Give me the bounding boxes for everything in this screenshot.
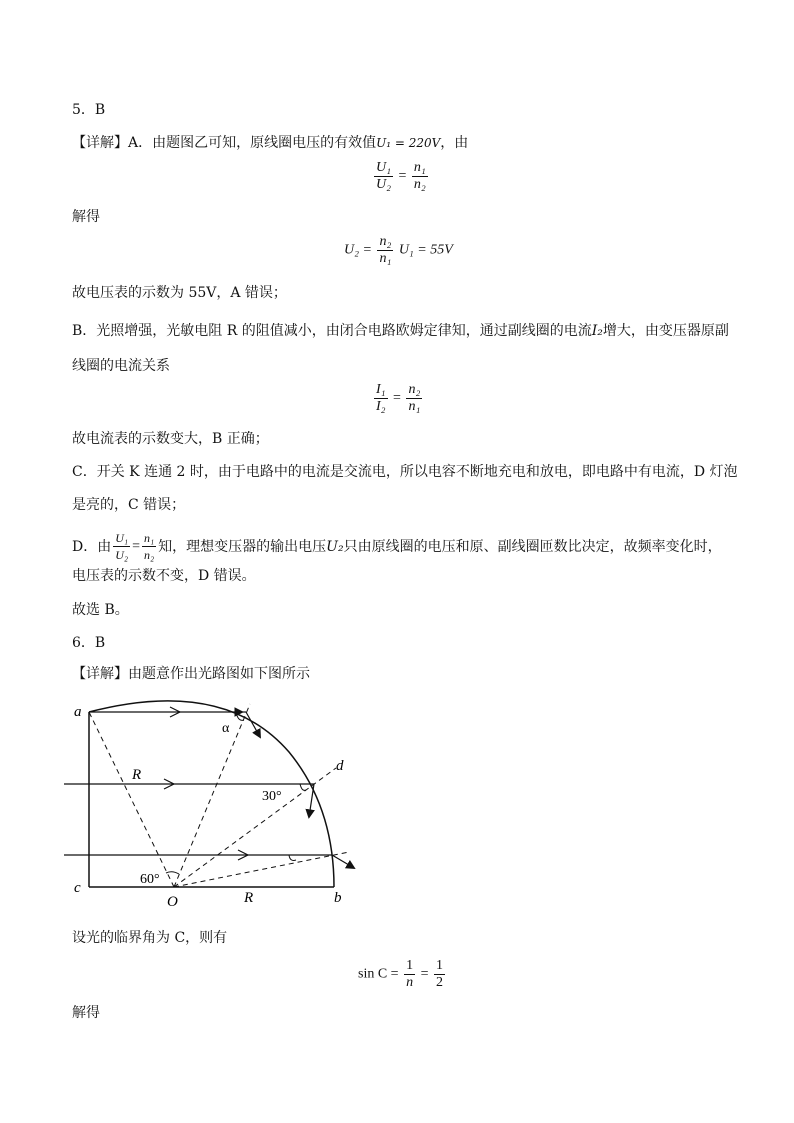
q5-line-c1: C．开关 K 连通 2 时，由于电路中的电流是交流电，所以电容不断地充电和放电，即电路中有电流，D 灯泡 — [72, 464, 738, 480]
eq1-equals: = — [398, 168, 407, 184]
eq1-u1: U₁ — [376, 160, 391, 175]
eq3-n1: n₁ — [408, 399, 421, 414]
label-b: b — [334, 890, 342, 906]
label-a: a — [74, 704, 82, 720]
q5-line-b1-suffix: 增大，由变压器原副 — [602, 323, 729, 339]
eq3-i1: I₁ — [376, 382, 386, 397]
label-r-left: R — [132, 767, 142, 783]
refracted-bottom — [332, 855, 354, 868]
eq2-n1: n₁ — [379, 251, 392, 266]
angle-30-arc — [300, 784, 306, 790]
q6-solve-label: 解得 — [72, 1005, 100, 1021]
eq4-n: n — [406, 975, 414, 990]
q5-line-d1-mid: 知，理想变压器的输出电压 — [158, 538, 327, 555]
q5-inline-equation — [111, 530, 158, 563]
angle-60-arc — [166, 872, 179, 874]
eq1-n1: n₁ — [413, 160, 426, 175]
label-alpha: α — [222, 721, 230, 736]
q5-label: 5．B — [72, 102, 106, 118]
light-path-diagram — [64, 692, 364, 912]
label-c: c — [74, 880, 81, 896]
eq4-half-den: 2 — [435, 975, 443, 990]
q5-u1-value: U₁ = 220V — [376, 136, 441, 150]
q5-solve-label: 解得 — [72, 209, 100, 225]
q5-line-a1 — [72, 133, 468, 153]
eq4-one: 1 — [406, 958, 414, 973]
eq2-rhs: U₁ = 55V — [398, 242, 453, 258]
eqd-equals: = — [132, 538, 140, 554]
eqd-n2: n₂ — [143, 548, 155, 562]
eq1-n2: n₂ — [413, 177, 426, 192]
label-60-deg: 60° — [140, 872, 160, 887]
q6-label: 6．B — [72, 635, 106, 651]
eq4-lhs: sin C = — [358, 966, 399, 982]
q5-equation-1 — [372, 160, 430, 193]
eq2-n2: n₂ — [379, 234, 392, 249]
label-30-deg: 30° — [262, 789, 282, 804]
q6-equation-4 — [358, 958, 447, 991]
q5-line-a-conclusion: 故电压表的示数为 55V，A 错误； — [72, 285, 287, 301]
q5-equation-2 — [344, 234, 453, 267]
q5-equation-3 — [372, 382, 424, 415]
q5-line-b2: 线圈的电流关系 — [72, 358, 170, 374]
q5-line-a1-suffix: ，由 — [440, 135, 469, 151]
eq4-equals: = — [420, 966, 429, 982]
eq3-n2: n₂ — [408, 382, 421, 397]
eq1-u2: U₂ — [376, 177, 391, 192]
dashed-radius-a — [89, 712, 174, 887]
q5-line-a1-prefix: 【详解】A．由题图乙可知，原线圈电压的有效值 — [72, 135, 377, 151]
q5-u2-inline: U₂ — [326, 538, 344, 555]
q5-line-c2: 是亮的，C 错误； — [72, 497, 186, 513]
q6-intro: 【详解】由题意作出光路图如下图所示 — [72, 666, 310, 682]
eqd-n1: n₁ — [143, 531, 155, 545]
dashed-normal-bottom — [174, 852, 349, 887]
eq3-i2: I₂ — [376, 399, 386, 414]
q5-line-b1-prefix: B．光照增强，光敏电阻 R 的阻值减小，由闭合电路欧姆定律知，通过副线圈的电流 — [72, 323, 592, 339]
eq3-equals: = — [393, 390, 401, 406]
q5-i2: I₂ — [591, 323, 603, 339]
q5-line-d1 — [72, 530, 722, 563]
q5-line-d2: 电压表的示数不变，D 错误。 — [72, 568, 256, 584]
q5-line-b-conclusion: 故电流表的示数变大，B 正确； — [72, 431, 269, 447]
q5-line-d1-prefix: D．由 — [72, 538, 112, 555]
q5-line-b1 — [72, 321, 729, 341]
q5-answer: 故选 B。 — [72, 602, 129, 618]
q5-line-d1-suffix: 只由原线圈的电压和原、副线圈匝数比决定，故频率变化时， — [343, 538, 722, 555]
angle-bottom-arc — [289, 855, 296, 860]
q6-critical-line: 设光的临界角为 C，则有 — [72, 930, 228, 946]
label-d: d — [336, 758, 344, 774]
label-o: O — [167, 894, 178, 910]
eqd-u2: U₂ — [115, 548, 129, 562]
eqd-u1: U₁ — [115, 531, 129, 545]
eq4-half-num: 1 — [435, 958, 443, 973]
reflected-middle — [309, 784, 314, 817]
label-r-bottom: R — [244, 890, 254, 906]
eq2-lhs: U₂ = — [344, 242, 372, 258]
